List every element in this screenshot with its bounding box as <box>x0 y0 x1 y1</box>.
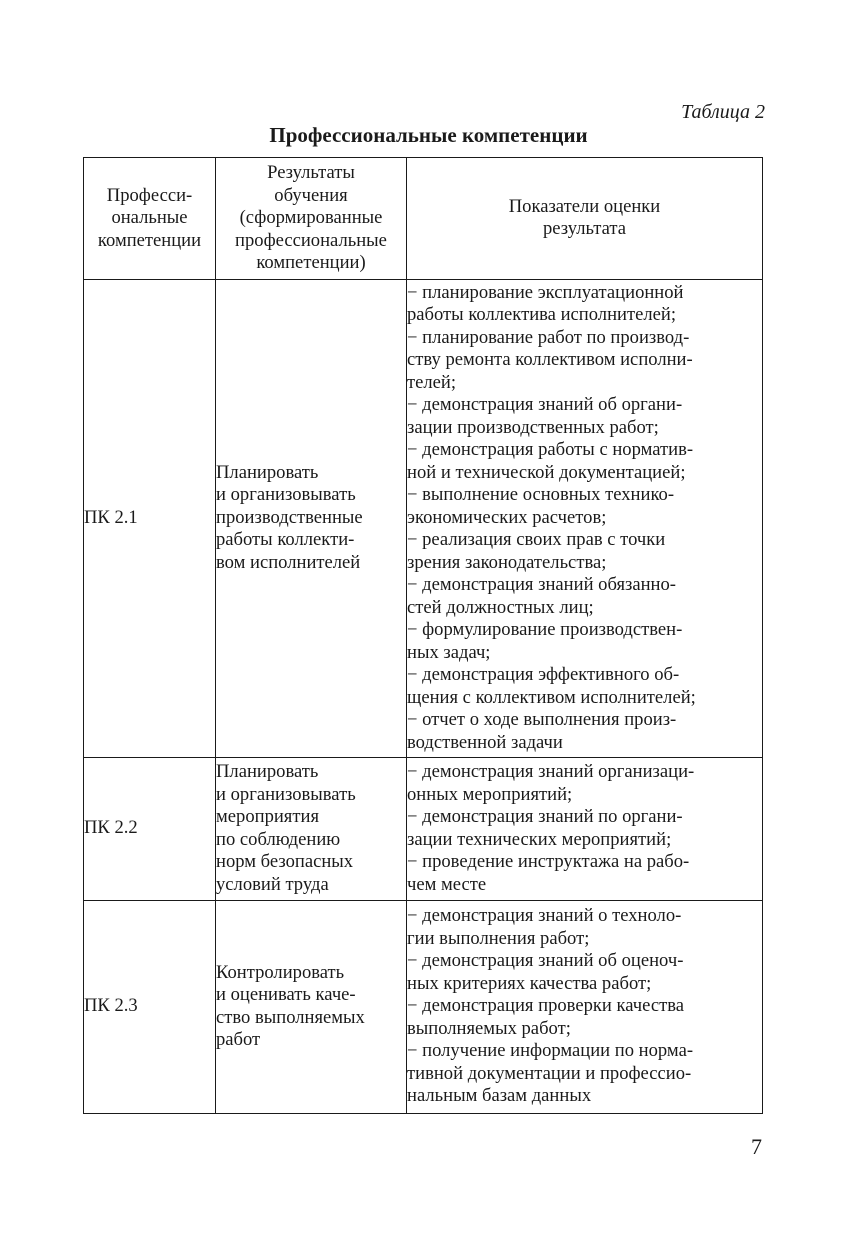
indicator-line: зации производственных работ; <box>407 416 659 438</box>
indicator-line: ных задач; <box>407 641 491 663</box>
header-line: компетенции) <box>256 252 366 273</box>
indicator-line: − демонстрация проверки качества <box>407 995 685 1017</box>
indicator-line: − получение информации по норма- <box>407 1040 694 1062</box>
indicator-line: ству ремонта коллективом исполни- <box>407 349 693 371</box>
learning-result-line: производственные <box>216 506 363 528</box>
indicator-line: − формулирование производствен- <box>407 619 683 641</box>
indicator-line: щения с коллективом исполнителей; <box>407 686 696 708</box>
learning-result <box>216 279 407 757</box>
competency-code: ПК 2.1 <box>84 279 216 757</box>
learning-result <box>216 757 407 900</box>
indicator-line: − выполнение основных технико- <box>407 484 675 506</box>
learning-result-line: по соблюдению <box>216 828 341 850</box>
learning-result <box>216 900 407 1113</box>
page-number: 7 <box>751 1134 762 1159</box>
indicator-line: − демонстрация работы с норматив- <box>407 439 694 461</box>
header-evaluation-indicators <box>407 158 763 280</box>
indicator-line: водственной задачи <box>407 731 563 753</box>
indicator-line: − реализация своих прав с точки <box>407 529 666 551</box>
header-line: профессиональные <box>235 229 387 251</box>
header-line: обучения <box>274 184 348 206</box>
header-line: ональные <box>111 207 188 228</box>
learning-result-line: и организовывать <box>216 783 356 805</box>
header-line: Результаты <box>267 162 355 183</box>
learning-result-line: Планировать <box>216 461 319 483</box>
indicator-line: ных критериях качества работ; <box>407 972 652 994</box>
competency-code: ПК 2.3 <box>84 900 216 1113</box>
indicator-line: выполняемых работ; <box>407 1017 571 1039</box>
indicator-line: − планирование эксплуатационной <box>407 281 684 303</box>
table-title: Профессиональные компетенции <box>269 123 588 147</box>
indicator-line: − демонстрация эффективного об- <box>407 664 680 686</box>
table-label: Таблица 2 <box>681 101 765 123</box>
indicator-line: − демонстрация знаний о техноло- <box>407 905 682 927</box>
indicator-line: стей должностных лиц; <box>407 596 594 618</box>
indicator-line: − демонстрация знаний об оценоч- <box>407 950 684 972</box>
evaluation-indicators <box>407 900 763 1113</box>
indicator-line: телей; <box>407 371 457 393</box>
indicator-line: зрения законодательства; <box>407 551 607 573</box>
header-line: Показатели оценки <box>508 195 661 217</box>
indicator-line: − демонстрация знаний об органи- <box>407 394 683 416</box>
evaluation-indicators <box>407 757 763 900</box>
indicator-line: − демонстрация знаний по органи- <box>407 806 683 827</box>
learning-result-line: вом исполнителей <box>216 551 361 573</box>
indicator-line: − проведение инструктажа на рабо- <box>407 851 690 872</box>
learning-result-line: Контролировать <box>216 961 345 983</box>
table-header-row <box>84 158 763 280</box>
header-line: Професси- <box>106 184 193 206</box>
indicator-line: работы коллектива исполнителей; <box>407 304 676 326</box>
learning-result-line: работы коллекти- <box>216 529 355 551</box>
indicator-line: чем месте <box>407 873 487 895</box>
header-line: (сформированные <box>239 207 383 228</box>
learning-result-line: ство выполняемых <box>216 1006 365 1028</box>
indicator-line: − демонстрация знаний организаци- <box>407 761 695 782</box>
indicator-line: − планирование работ по производ- <box>407 326 690 348</box>
learning-result-line: норм безопасных <box>216 851 354 872</box>
table-row <box>84 900 763 1113</box>
indicator-line: онных мероприятий; <box>407 783 573 805</box>
indicator-line: тивной документации и профессио- <box>407 1062 692 1084</box>
learning-result-line: условий труда <box>216 873 329 895</box>
competency-code: ПК 2.2 <box>84 757 216 900</box>
learning-result-line: и организовывать <box>216 484 356 506</box>
competencies-table <box>83 157 763 1114</box>
header-learning-results <box>216 158 407 280</box>
learning-result-line: работ <box>216 1029 261 1050</box>
table-row <box>84 279 763 757</box>
learning-result-line: Планировать <box>216 761 319 782</box>
header-line: результата <box>543 218 626 240</box>
indicator-line: ной и технической документацией; <box>407 461 686 483</box>
indicator-line: − демонстрация знаний обязанно- <box>407 574 677 596</box>
header-line: компетенции <box>97 229 202 251</box>
learning-result-line: мероприятия <box>216 806 319 827</box>
header-competencies <box>84 158 216 280</box>
evaluation-indicators <box>407 279 763 757</box>
indicator-line: нальным базам данных <box>407 1085 592 1107</box>
table-row <box>84 757 763 900</box>
indicator-line: зации технических мероприятий; <box>407 828 672 850</box>
indicator-line: экономических расчетов; <box>407 506 607 528</box>
indicator-line: − отчет о ходе выполнения произ- <box>407 709 677 731</box>
indicator-line: гии выполнения работ; <box>407 927 590 949</box>
learning-result-line: и оценивать каче- <box>216 984 356 1005</box>
